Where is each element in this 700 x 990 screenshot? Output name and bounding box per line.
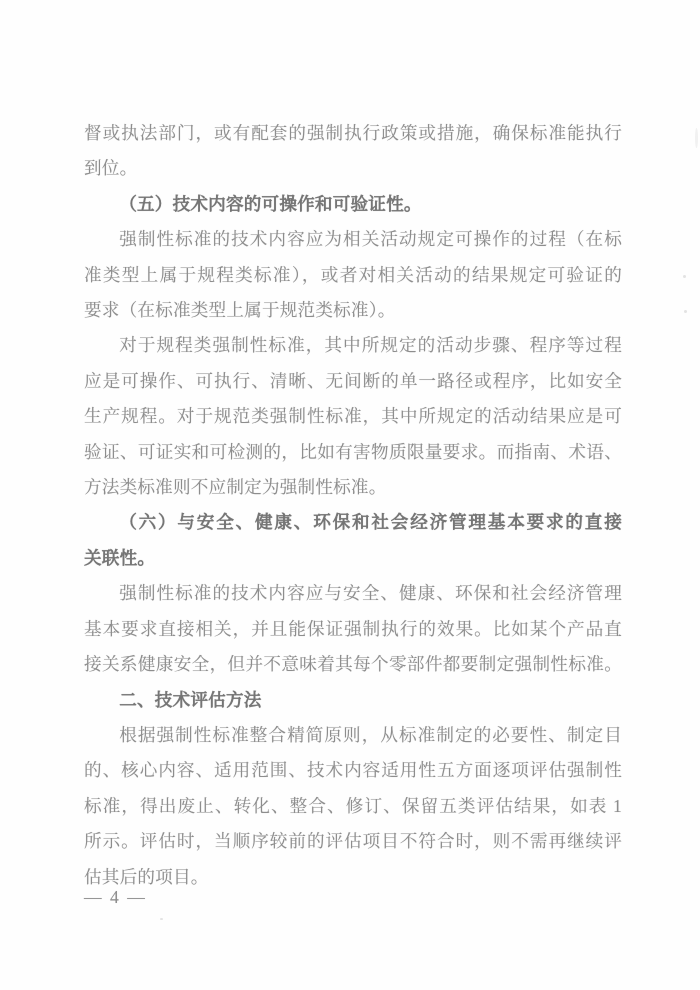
text-line: 强制性标准的技术内容应为相关活动规定可操作的过程（在标: [119, 229, 622, 250]
paragraph: [84, 116, 622, 187]
text-line: 督或执法部门，或有配套的强制执行政策或措施，确保标准能执行: [84, 123, 622, 143]
section-heading: [84, 187, 622, 222]
text-line: 的、核心内容、适用范围、技术内容适用性五方面逐项评估强制性: [84, 760, 622, 781]
text-line: 所示。评估时，当顺序较前的评估项目不符合时，则不需再继续评: [84, 831, 622, 852]
text-line: 标准，得出废止、转化、整合、修订、保留五类评估结果，如表 1: [84, 795, 622, 816]
section-heading: [84, 505, 622, 576]
text-line: 关联性。: [84, 547, 156, 568]
text-line: 对于规程类强制性标准，其中所规定的活动步骤、程序等过程: [119, 335, 622, 356]
section-heading: [84, 683, 622, 718]
text-line: 基本要求直接相关，并且能保证强制执行的效果。比如某个产品直: [84, 618, 622, 639]
scan-speck: [160, 918, 163, 920]
text-line: （五）技术内容的可操作和可验证性。: [119, 193, 422, 214]
text-line: 接关系健康安全，但并不意味着其每个零部件都要制定强制性标准。: [84, 654, 622, 675]
scan-speck: [683, 275, 686, 278]
scan-speck: [684, 310, 687, 313]
page-number: — 4 —: [84, 887, 147, 907]
paragraph: [84, 718, 622, 895]
paragraph: [84, 576, 622, 682]
text-line: 估其后的项目。: [84, 866, 209, 887]
text-line: 生产规程。对于规范类强制性标准，其中所规定的活动结果应是可: [84, 406, 622, 427]
text-line: 到位。: [84, 158, 138, 179]
text-line: 二、技术评估方法: [119, 689, 262, 710]
text-line: 根据强制性标准整合精简原则，从标准制定的必要性、制定目: [119, 724, 622, 745]
text-line: 方法类标准则不应制定为强制性标准。: [84, 477, 387, 498]
text-line: 验证、可证实和可检测的，比如有害物质限量要求。而指南、术语、: [84, 441, 622, 462]
text-line: （六）与安全、健康、环保和社会经济管理基本要求的直接: [119, 512, 622, 533]
text-line: 准类型上属于规程类标准），或者对相关活动的结果规定可验证的: [84, 264, 622, 285]
text-line: 强制性标准的技术内容应与安全、健康、环保和社会经济管理: [119, 583, 622, 604]
document-body: [84, 116, 622, 895]
paragraph: [84, 328, 622, 505]
scan-speck: [695, 128, 698, 148]
text-line: 应是可操作、可执行、清晰、无间断的单一路径或程序，比如安全: [84, 370, 622, 391]
text-line: 要求（在标准类型上属于规范类标准）。: [84, 300, 396, 321]
paragraph: [84, 222, 622, 328]
